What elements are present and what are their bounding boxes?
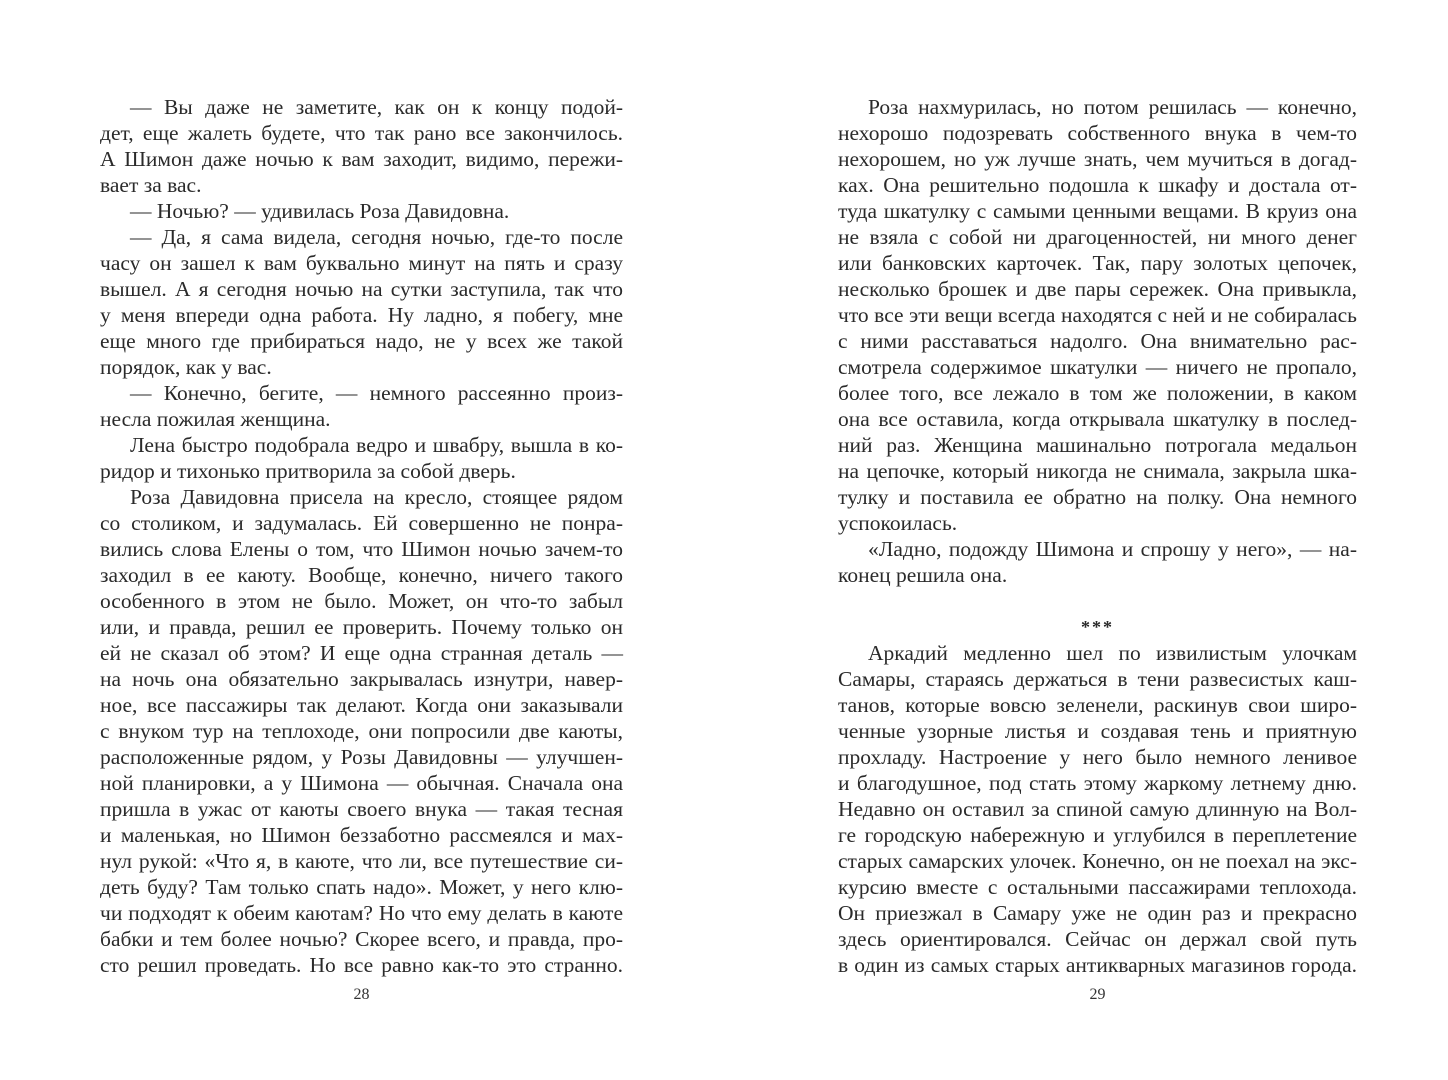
text-line: и маленькая, но Шимон беззаботно рассмеялся и мах- — [100, 823, 623, 847]
text-line: с ними расставаться надолго. Она внимательно рас- — [838, 329, 1357, 353]
text-line: ченные узорные листья и создавая тень и приятную — [838, 719, 1357, 743]
text-line: старых самарских улочек. Конечно, он не поехал на экс- — [838, 849, 1357, 873]
text-line: — Ночью? — удивилась Роза Давидовна. — [130, 199, 510, 223]
text-line: бабки и тем более ночью? Скорее всего, и правда, про- — [100, 927, 623, 951]
text-line: ное, все пассажиры так делают. Когда они заказывали — [100, 693, 623, 717]
text-line: Лена быстро подобрала ведро и швабру, вышла в ко- — [130, 433, 623, 457]
text-line: ной планировки, а у Шимона — обычная. Сначала она — [100, 771, 623, 795]
text-line: чи подходят к обеим каютам? Но что ему делать в каюте — [100, 901, 623, 925]
text-line: Роза нахмурилась, но потом решилась — конечно, — [868, 95, 1357, 119]
right-page-section-1 — [838, 94, 1357, 588]
right-page-number: 29 — [1089, 986, 1106, 1003]
text-line: с внуком тур на теплоходе, они попросили две каюты, — [100, 719, 623, 743]
text-line: особенного в этом не было. Может, он что-то забыл — [100, 589, 623, 613]
text-line: Он приезжал в Самару уже не один раз и прекрасно — [838, 901, 1357, 925]
text-line: дет, еще жалеть будете, что так рано все закончилось. — [100, 121, 623, 145]
text-line: еще много где прибираться надо, не у всех же такой — [100, 329, 623, 353]
text-line: ках. Она решительно подошла к шкафу и достала от- — [838, 173, 1357, 197]
text-line: или банковских карточек. Так, пару золотых цепочек, — [838, 251, 1357, 275]
text-line: «Ладно, подожду Шимона и спрошу у него», — на- — [868, 537, 1357, 561]
section-break: *** — [1081, 617, 1114, 637]
text-line: туда шкатулку с самыми ценными вещами. В круиз она — [838, 199, 1357, 223]
text-line: Аркадий медленно шел по извилистым улочкам — [868, 641, 1357, 665]
text-line: что все эти вещи всегда находятся с ней и не собиралась — [838, 303, 1357, 327]
text-line: прохладу. Настроение у него было немного ленивое — [838, 745, 1357, 769]
text-line: Недавно он оставил за спиной самую длинную на Вол- — [838, 797, 1357, 821]
text-line: вает за вас. — [100, 173, 202, 197]
text-line: вышел. А я сегодня ночью на сутки заступила, так что — [100, 277, 623, 301]
text-line: она все оставила, когда открывала шкатулку в послед- — [838, 407, 1357, 431]
text-line: порядок, как у вас. — [100, 355, 272, 379]
text-line: заходил в ее каюту. Вообще, конечно, ничего такого — [100, 563, 623, 587]
text-line: курсию вместе с остальными пассажирами теплохода. — [838, 875, 1357, 899]
text-line: не взяла с собой ни драгоценностей, ни много денег — [838, 225, 1357, 249]
text-line: у меня впереди одна работа. Ну ладно, я побегу, мне — [100, 303, 623, 327]
spacer — [838, 588, 1357, 614]
text-line: А Шимон даже ночью к вам заходит, видимо, пережи- — [100, 147, 623, 171]
text-line: танов, которые вовсю зеленели, раскинув свои широ- — [838, 693, 1357, 717]
text-line: расположенные рядом, у Розы Давидовны — улучшен- — [100, 745, 623, 769]
right-page-section-2 — [838, 640, 1357, 978]
text-line: ридор и тихонько притворила за собой дверь. — [100, 459, 516, 483]
text-line: тулку и поставила ее обратно на полку. Она немного — [838, 485, 1357, 509]
text-line: Самары, стараясь держаться в тени развесистых каш- — [838, 667, 1357, 691]
text-line: или, и правда, решил ее проверить. Почему только он — [100, 615, 623, 639]
text-line: конец решила она. — [838, 563, 1008, 587]
text-line: на цепочке, который никогда не снимала, закрыла шка- — [838, 459, 1357, 483]
text-line: и благодушное, под стать этому жаркому летнему дню. — [838, 771, 1357, 795]
text-line: здесь ориентировался. Сейчас он держал свой путь — [838, 927, 1357, 951]
text-line: смотрела содержимое шкатулки — ничего не пропало, — [838, 355, 1357, 379]
text-line: нехорошо подозревать собственного внука в чем-то — [838, 121, 1357, 145]
text-line: ге городскую набережную и углубился в переплетение — [838, 823, 1357, 847]
text-line: более того, все лежало в том же положении, в каком — [838, 381, 1357, 405]
text-line: в один из самых старых антикварных магазинов города. — [838, 953, 1357, 977]
text-line: — Конечно, бегите, — немного рассеянно произ- — [130, 381, 623, 405]
text-line: на ночь она обязательно закрывалась изнутри, навер- — [100, 667, 623, 691]
right-page-text — [838, 94, 1357, 978]
text-line: ний раз. Женщина машинально потрогала медальон — [838, 433, 1357, 457]
text-line: нехорошем, но уж лучше знать, чем мучиться в догад- — [838, 147, 1357, 171]
text-line: нул рукой: «Что я, в каюте, что ли, все путешествие си- — [100, 849, 623, 873]
text-line: успокоилась. — [838, 511, 958, 535]
text-line: — Да, я сама видела, сегодня ночью, где-то после — [130, 225, 623, 249]
text-line: ей не сказал об этом? И еще одна странная деталь — — [100, 641, 623, 665]
text-line: деть буду? Там только спать надо». Может, у него клю- — [100, 875, 623, 899]
text-line: — Вы даже не заметите, как он к концу подой- — [130, 95, 623, 119]
text-line: часу он зашел к вам буквально минут на пять и сразу — [100, 251, 623, 275]
text-line: со столиком, и задумалась. Ей совершенно не понра- — [100, 511, 623, 535]
text-line: вились слова Елены о том, что Шимон ночью зачем-то — [100, 537, 623, 561]
left-page-number: 28 — [353, 986, 370, 1003]
text-line: сто решил проведать. Но все равно как-то это странно. — [100, 953, 623, 977]
text-line: Роза Давидовна присела на кресло, стоящее рядом — [130, 485, 623, 509]
text-line: несколько брошек и две пары сережек. Она привыкла, — [838, 277, 1357, 301]
left-page-text — [100, 94, 623, 978]
text-line: несла пожилая женщина. — [100, 407, 331, 431]
text-line: пришла в ужас от каюты своего внука — такая тесная — [100, 797, 623, 821]
